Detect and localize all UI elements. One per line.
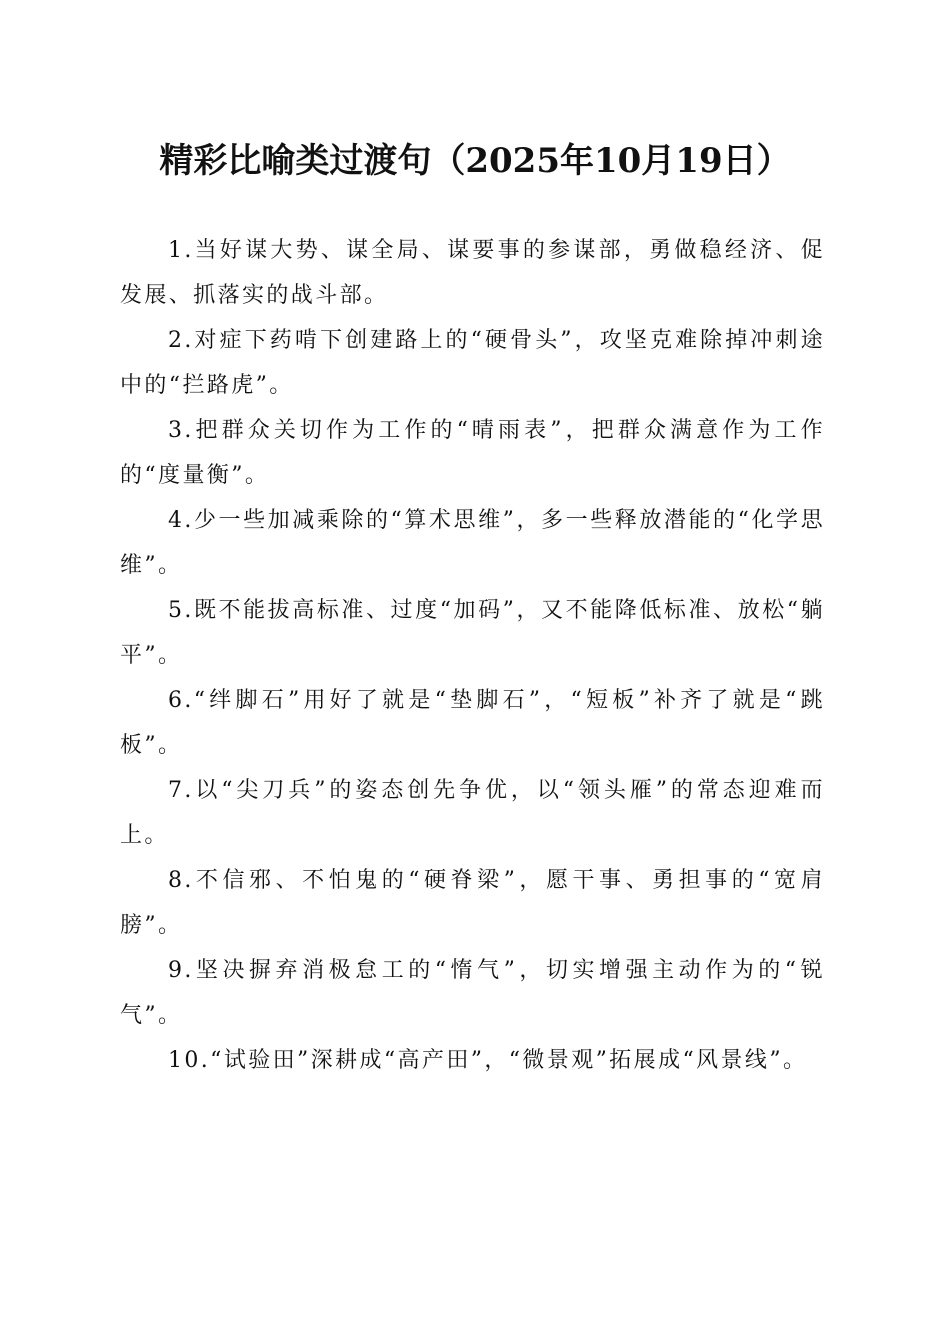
document-body	[120, 228, 825, 1083]
paragraph-7: 7.以“尖刀兵”的姿态创先争优，以“领头雁”的常态迎难而上。	[120, 778, 825, 848]
paragraph-3: 3.把群众关切作为工作的“晴雨表”，把群众满意作为工作的“度量衡”。	[120, 418, 825, 488]
paragraph-6: 6.“绊脚石”用好了就是“垫脚石”，“短板”补齐了就是“跳板”。	[120, 688, 825, 758]
paragraph-9: 9.坚决摒弃消极怠工的“惰气”，切实增强主动作为的“锐气”。	[120, 958, 825, 1028]
document-title: 精彩比喻类过渡句（2025年10月19日）	[159, 141, 791, 181]
paragraph-1: 1.当好谋大势、谋全局、谋要事的参谋部，勇做稳经济、促发展、抓落实的战斗部。	[120, 238, 825, 308]
paragraph-4: 4.少一些加减乘除的“算术思维”，多一些释放潜能的“化学思维”。	[120, 508, 825, 578]
paragraph-5: 5.既不能拔高标准、过度“加码”，又不能降低标准、放松“躺平”。	[120, 598, 825, 668]
paragraph-8: 8.不信邪、不怕鬼的“硬脊梁”，愿干事、勇担事的“宽肩膀”。	[120, 868, 825, 938]
paragraph-2: 2.对症下药啃下创建路上的“硬骨头”，攻坚克难除掉冲刺途中的“拦路虎”。	[120, 328, 825, 398]
paragraph-10: 10.“试验田”深耕成“高产田”，“微景观”拓展成“风景线”。	[168, 1048, 808, 1073]
